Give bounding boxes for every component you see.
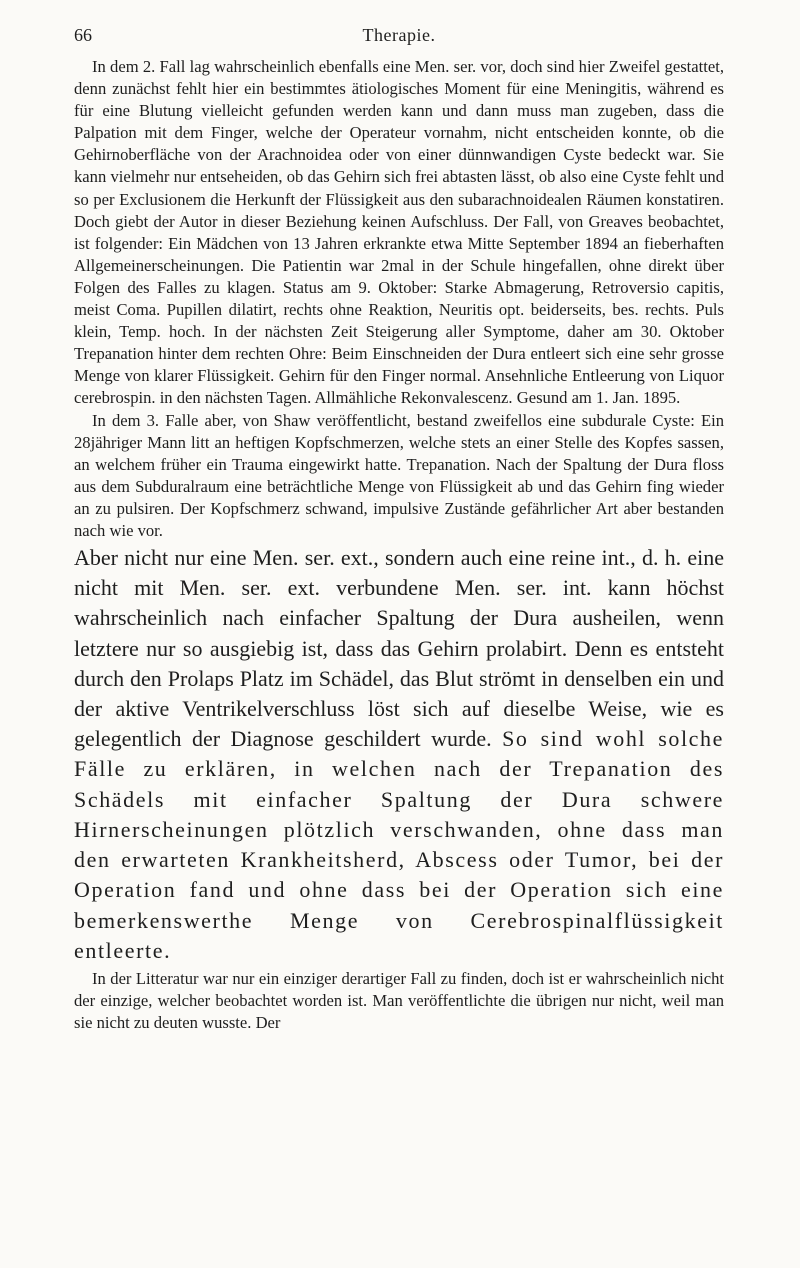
paragraph-conclusion	[74, 543, 724, 966]
spaced-emphasis-b: Hirnerscheinungen plötzlich verschwanden, ohne dass man den erwarteten Krankheitsherd, Abscess oder Tumor, bei der Operation fand und ohne dass bei der Operation sich eine bemerkenswerthe Menge von Cerebrospinalflüssigkeit entleerte.	[74, 816, 724, 963]
body-text-continued	[74, 968, 724, 1034]
paragraph-case-3: In dem 3. Falle aber, von Shaw veröffentlicht, bestand zweifellos eine subdurale Cyste: Ein 28jähriger Mann litt an heftigen Kopfschmerzen, welche stets an einer Stelle des Kopfes sassen, an welchem früher ein Trauma eingewirkt hatte. Trepanation. Nach der Spaltung der Dura floss aus dem Subduralraum eine beträchtliche Menge von Flüssigkeit ab und das Gehirn fing wieder an zu pulsiren. Der Kopfschmerz schwand, impulsive Zustände gefährlicher Art aber bestanden nach wie vor.	[74, 410, 724, 540]
spaced-emphasis-a: So sind wohl solche Fälle zu erklären, in welchen nach der Trepanation des Schädels mit einfacher Spaltung der Dura schwere	[74, 726, 725, 812]
paragraph-literature: In der Litteratur war nur ein einziger derartiger Fall zu finden, doch ist er wahrscheinlich nicht der einzige, welcher beobachtet worden ist. Man veröffentlichte die übrigen nur nicht, weil man sie nicht zu deuten wusste. Der	[74, 968, 724, 1033]
book-page	[74, 22, 724, 1034]
conclusion-text: Aber nicht nur eine Men. ser. ext., sondern auch eine reine int., d. h. eine nicht mit Men. ser. ext. verbundene Men. ser. int. kann höchst wahrscheinlich nach einfacher Spaltung der Dura ausheilen, wenn letztere nur so ausgiebig ist, dass das Gehirn prolabirt. Denn es entsteht durch den Prolaps Platz im Schädel, das Blut strömt in denselben ein und der aktive Ventrikelverschluss löst sich auf dieselbe Weise, wie es gelegentlich der Diagnose geschildert wurde.	[74, 545, 724, 752]
body-text	[74, 56, 724, 542]
page-header	[74, 22, 724, 48]
running-title: Therapie.	[362, 25, 436, 45]
paragraph-case-2: In dem 2. Fall lag wahrscheinlich ebenfalls eine Men. ser. vor, doch sind hier Zweifel gestattet, denn zunächst fehlt hier ein bestimmtes ätiologisches Moment für eine Meningitis, während es für eine Blutung vielleicht gefunden werden kann und dann muss man zugeben, dass die Palpation mit dem Finger, welche der Operateur vornahm, nicht entscheiden konnte, ob die Gehirnoberfläche von der Arachnoidea oder von einer dünnwandigen Cyste bedeckt war. Sie kann vielmehr nur entseheiden, ob das Gehirn sich frei abtasten lässt, ob also eine Cyste fehlt und so per Exclusionem die Herkunft der Flüssigkeit aus den subarachnoidealen Räumen konstatiren. Doch giebt der Autor in dieser Beziehung keinen Aufschluss. Der Fall, von Greaves beobachtet, ist folgender: Ein Mädchen von 13 Jahren erkrankte etwa Mitte September 1894 an fieberhaften Allgemeinerscheinungen. Die Patientin war 2mal in der Schule hingefallen, ohne direkt über Folgen des Falles zu klagen. Status am 9. Oktober: Starke Abmagerung, Retroversio capitis, meist Coma. Pupillen dilatirt, rechts ohne Reaktion, Neuritis opt. beiderseits, bes. rechts. Puls klein, Temp. hoch. In der nächsten Zeit Steigerung aller Symptome, daher am 30. Oktober Trepanation hinter dem rechten Ohre: Beim Einschneiden der Dura entleert sich eine sehr grosse Menge von klarer Flüssigkeit. Gehirn für den Finger normal. Ansehnliche Entleerung von Liquor cerebrospin. in den nächsten Tagen. Allmähliche Rekonvalescenz. Gesund am 1. Jan. 1895.	[74, 57, 724, 408]
page-number: 66	[74, 25, 92, 45]
